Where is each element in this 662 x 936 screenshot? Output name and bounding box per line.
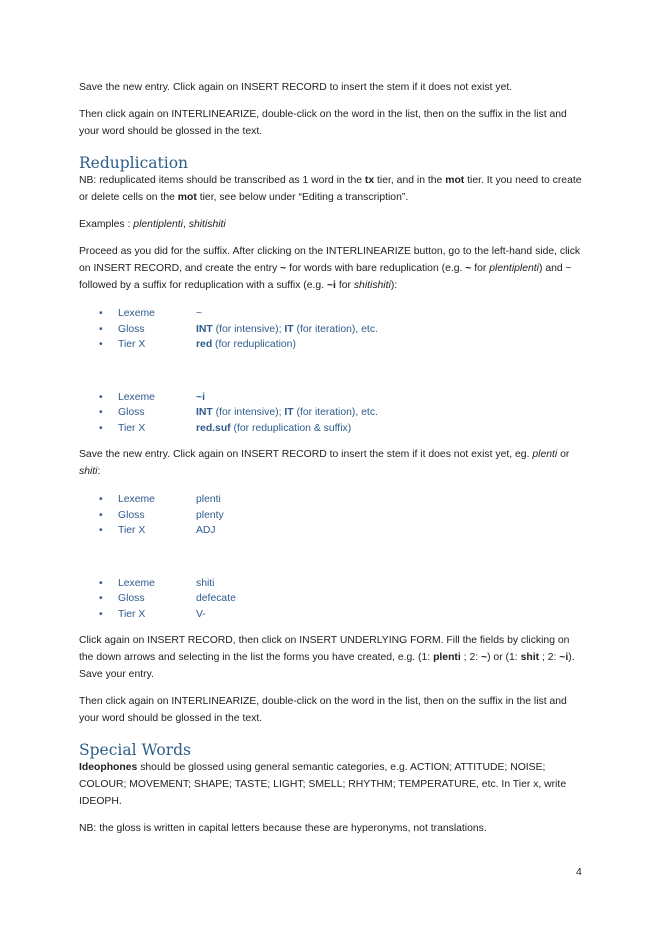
- bullet-icon: •: [99, 391, 103, 403]
- bullet-icon: •: [99, 308, 103, 319]
- gloss-list-tilde-i: [79, 390, 585, 437]
- list-item: • Tier X red (for reduplication): [79, 337, 585, 353]
- paragraph-then-click-2: Then click again on INTERLINEARIZE, double-click on the word in the list, then on the suffix in the list and your word should be glossed in the text.: [79, 696, 567, 724]
- bullet-icon: •: [99, 509, 103, 521]
- gloss-list-tilde: [79, 306, 585, 353]
- list-item: • Lexeme shiti: [79, 576, 585, 592]
- paragraph-examples: Examples : plentiplenti, shitishiti: [79, 219, 226, 230]
- bullet-icon: •: [99, 525, 103, 536]
- list-item: • Gloss plenty: [79, 508, 585, 524]
- list-item: • Lexeme ~i: [79, 390, 585, 406]
- paragraph-proceed: Proceed as you did for the suffix. After clicking on the INTERLINEARIZE button, go to the left-hand side, click on INSERT RECORD, and create the entry ~ for words with bare reduplication (e.g. ~ for plentiplenti) and ~ followed by a suffix for reduplication with a suffix (e.g. ~i for shitishiti):: [79, 246, 581, 291]
- bullet-icon: •: [99, 593, 103, 604]
- bullet-icon: •: [99, 407, 103, 418]
- bullet-icon: •: [99, 339, 103, 350]
- page-number: 4: [576, 867, 582, 878]
- gloss-list-shiti: [79, 576, 585, 623]
- list-item: • Lexeme ~: [79, 306, 585, 322]
- paragraph-nb-reduplication: NB: reduplicated items should be transcribed as 1 word in the tx tier, and in the mot tier. It you need to create or delete cells on the mot tier, see below under “Editing a transcription”.: [79, 175, 582, 203]
- bullet-icon: •: [99, 494, 103, 505]
- heading-special-words: Special Words: [79, 741, 191, 759]
- paragraph-ideophones: Ideophones should be glossed using general semantic categories, e.g. ACTION; ATTITUDE; NOISE; COLOUR; MOVEMENT; SHAPE; TASTE; LIGHT; SMELL; RHYTHM; TEMPERATURE, etc. In Tier x, write IDEOPH.: [79, 762, 567, 807]
- document-page: [79, 79, 585, 837]
- list-item: • Lexeme plenti: [79, 492, 585, 508]
- list-item: • Gloss INT (for intensive); IT (for iteration), etc.: [79, 405, 585, 421]
- list-item: • Tier X V-: [79, 607, 585, 623]
- paragraph-save-entry-2: Save the new entry. Click again on INSERT RECORD to insert the stem if it does not exist yet, eg. plenti or shiti:: [79, 449, 570, 477]
- paragraph-click-again: Click again on INSERT RECORD, then click on INSERT UNDERLYING FORM. Fill the fields by clicking on the down arrows and selecting in the list the forms you have created, e.g. (1: plenti ; 2: ~) or (1: shit ; 2: ~i). Save your entry.: [79, 635, 575, 680]
- list-item: • Gloss INT (for intensive); IT (for iteration), etc.: [79, 322, 585, 338]
- paragraph-nb-gloss: NB: the gloss is written in capital letters because these are hyperonyms, not translations.: [79, 823, 487, 834]
- paragraph-then-click: Then click again on INTERLINEARIZE, double-click on the word in the list, then on the suffix in the list and your word should be glossed in the text.: [79, 109, 567, 137]
- list-item: • Tier X ADJ: [79, 523, 585, 539]
- paragraph-save-entry: Save the new entry. Click again on INSERT RECORD to insert the stem if it does not exist yet.: [79, 82, 513, 93]
- list-item: • Gloss defecate: [79, 591, 585, 607]
- bullet-icon: •: [99, 422, 103, 434]
- bullet-icon: •: [99, 577, 103, 589]
- gloss-list-plenti: [79, 492, 585, 539]
- heading-reduplication: Reduplication: [79, 154, 189, 172]
- bullet-icon: •: [99, 323, 103, 335]
- bullet-icon: •: [99, 608, 103, 620]
- list-item: • Tier X red.suf (for reduplication & suffix): [79, 421, 585, 437]
